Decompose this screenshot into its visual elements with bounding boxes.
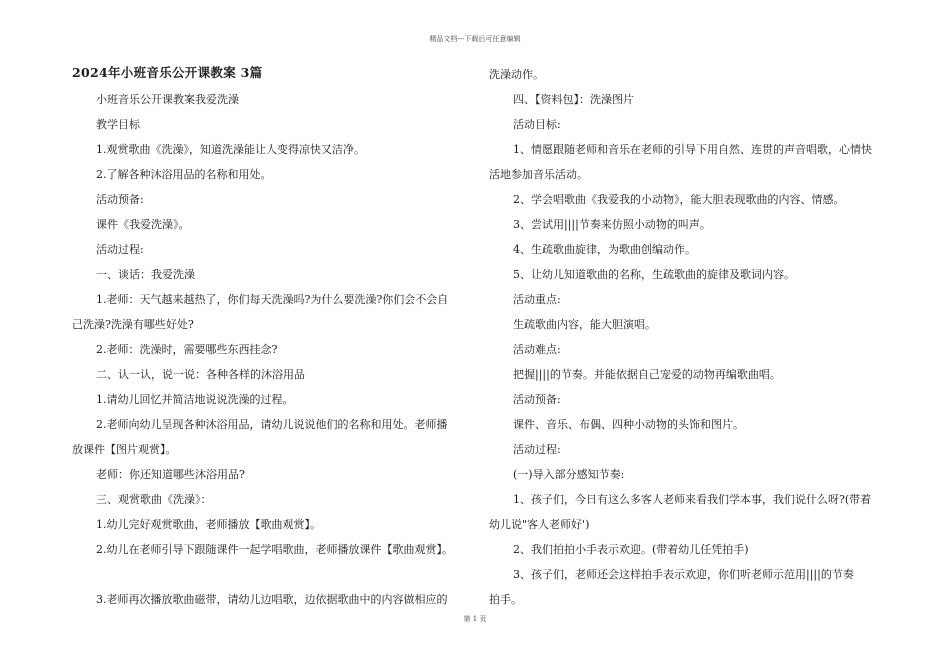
- paragraph: 活动过程:: [96, 243, 144, 256]
- paragraph: 2.幼儿在老师引导下跟随课件一起学唱歌曲，老师播放课件【歌曲观赏】。: [96, 543, 453, 556]
- paragraph: 拍手。: [489, 593, 522, 606]
- paragraph: 5、让幼儿知道歌曲的名称，生疏歌曲的旋律及歌词内容。: [513, 268, 795, 281]
- paragraph: 3、尝试用||||节奏来仿照小动物的叫声。: [513, 218, 711, 231]
- paragraph: 活动重点:: [513, 293, 561, 306]
- paragraph: 4、生疏歌曲旋律，为歌曲创编动作。: [513, 243, 696, 256]
- paragraph: 2.老师：洗澡时，需要哪些东西挂念?: [96, 343, 278, 356]
- paragraph: 1.老师：天气越来越热了，你们每天洗澡吗?为什么要洗澡?你们会不会自: [96, 293, 449, 306]
- paragraph: 己洗澡?洗澡有哪些好处?: [72, 318, 194, 331]
- document-title: 2024年小班音乐公开课教案 3篇: [72, 65, 263, 80]
- paragraph: 3.老师再次播放歌曲磁带，请幼儿边唱歌，边依据歌曲中的内容做相应的: [96, 593, 448, 606]
- paragraph: 课件《我爱洗澡》。: [96, 218, 190, 231]
- paragraph: 活动难点:: [513, 343, 561, 356]
- paragraph: 活动预备:: [513, 393, 561, 406]
- paragraph: 洗澡动作。: [489, 68, 544, 81]
- paragraph: 四、【资料包】：洗澡图片: [513, 93, 634, 106]
- paragraph: 2.老师向幼儿呈现各种沐浴用品，请幼儿说说他们的名称和用处。老师播: [96, 418, 448, 431]
- paragraph: 3、孩子们，老师还会这样拍手表示欢迎，你们听老师示范用||||的节奏: [513, 568, 854, 581]
- paragraph: 1.请幼儿回忆并简洁地说说洗澡的过程。: [96, 393, 294, 406]
- page-header-note: 精品文档---下载后可任意编辑: [429, 35, 521, 43]
- paragraph: 一、谈话：我爱洗澡: [96, 268, 195, 281]
- paragraph: 2、我们拍拍小手表示欢迎。(带着幼儿任凭拍手): [513, 543, 749, 556]
- paragraph: 教学目标: [96, 118, 140, 131]
- page-number: 第 1 页: [463, 615, 487, 623]
- paragraph: 二、认一认，说一说：各种各样的沐浴用品: [96, 368, 305, 381]
- paragraph: 活动过程:: [513, 443, 561, 456]
- paragraph: 2、学会唱歌曲《我爱我的小动物》，能大胆表现歌曲的内容、情感。: [513, 193, 845, 206]
- section-heading: 小班音乐公开课教案我爱洗澡: [96, 93, 239, 106]
- paragraph: 三、观赏歌曲《洗澡》：: [96, 493, 212, 506]
- paragraph: 幼儿说"客人老师好'): [489, 518, 590, 531]
- paragraph: 1.观赏歌曲《洗澡》，知道洗澡能让人变得凉快又洁净。: [96, 143, 365, 156]
- paragraph: 1、孩子们，今日有这么多客人老师来看我们学本事，我们说什么呀?(带着: [513, 493, 872, 506]
- paragraph: 1、情愿跟随老师和音乐在老师的引导下用自然、连贯的声音唱歌，心情快: [513, 143, 872, 156]
- paragraph: 活地参加音乐活动。: [489, 168, 588, 181]
- paragraph: 生疏歌曲内容，能大胆演唱。: [513, 318, 656, 331]
- paragraph: 把握||||的节奏。并能依据自己宠爱的动物再编歌曲唱。: [513, 368, 781, 381]
- paragraph: 2.了解各种沐浴用品的名称和用处。: [96, 168, 272, 181]
- paragraph: 活动预备:: [96, 193, 144, 206]
- paragraph: 老师：你还知道哪些沐浴用品?: [96, 468, 245, 481]
- paragraph: 活动目标:: [513, 118, 561, 131]
- paragraph: 放课件【图片观赏】。: [72, 443, 177, 456]
- paragraph: (一)导入部分感知节奏:: [513, 468, 625, 481]
- paragraph: 课件、音乐、布偶、四种小动物的头饰和图片。: [513, 418, 744, 431]
- paragraph: 1.幼儿完好观赏歌曲，老师播放【歌曲观赏】。: [96, 518, 321, 531]
